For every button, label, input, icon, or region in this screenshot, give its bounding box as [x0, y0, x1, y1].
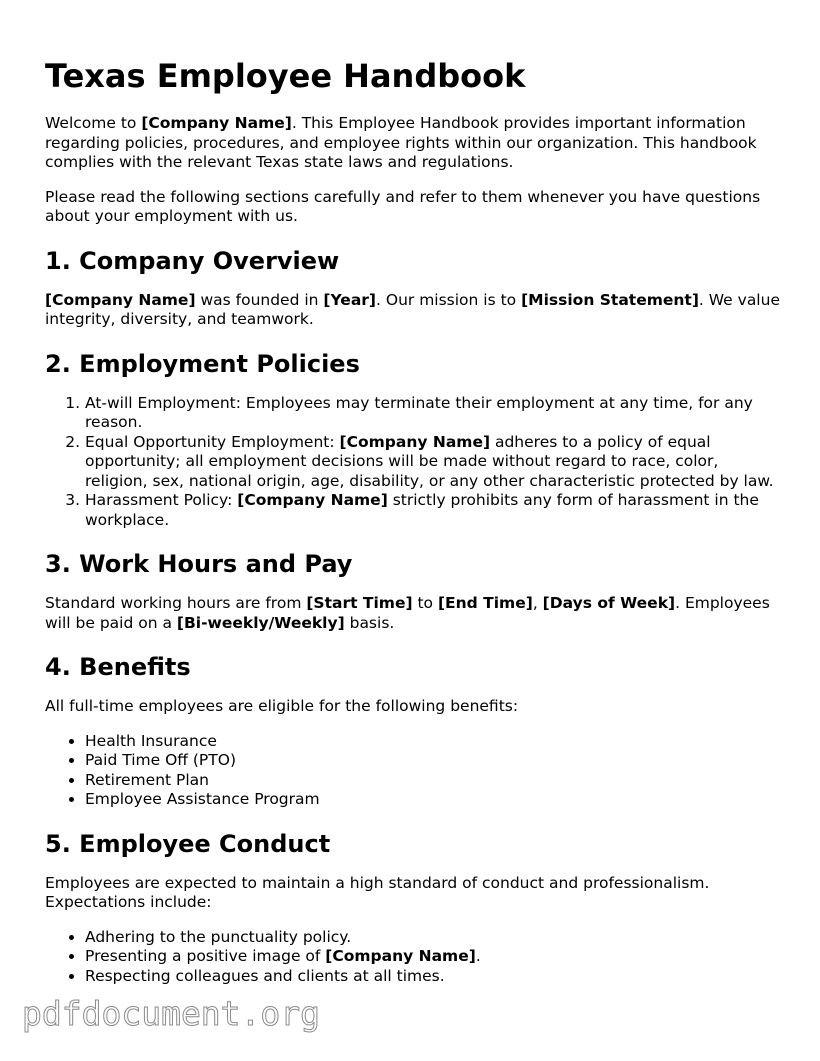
- section-heading-company-overview: 1. Company Overview: [45, 246, 340, 275]
- intro-instructions: Please read the following sections carefully and refer to them whenever you have questions about your employment with us.: [45, 187, 761, 225]
- company-name-placeholder: [Company Name]: [237, 491, 388, 509]
- list-item: 1. At-will Employment: Employees may terminate their employment at any time, for any reason.: [85, 394, 785, 433]
- conduct-intro: Employees are expected to maintain a high standard of conduct and professionalism. Expectations include:: [45, 873, 710, 911]
- benefits-list: [45, 732, 785, 810]
- section-heading-benefits: 4. Benefits: [45, 653, 191, 681]
- company-overview-paragraph: [Company Name] was founded in [Year]. Our mission is to [Mission Statement]. We value integrity, diversity, and teamwork.: [45, 290, 780, 328]
- list-item: • Adhering to the punctuality policy.: [85, 928, 785, 948]
- section-heading-employment-policies: 2. Employment Policies: [45, 349, 360, 378]
- list-item: 3. Harassment Policy: [Company Name] strictly prohibits any form of harassment in the workplace.: [85, 491, 785, 530]
- intro-paragraph: Welcome to [Company Name]. This Employee Handbook provides important information regarding policies, procedures, and employee rights within our organization. This handbook complies with the relevant Texas state laws and regulations.: [45, 114, 757, 171]
- employment-policies-list: [45, 394, 785, 531]
- company-name-placeholder: [Company Name]: [339, 432, 491, 451]
- list-item: • Presenting a positive image of [Company Name].: [85, 947, 785, 967]
- company-name-placeholder: [Company Name]: [325, 947, 476, 965]
- conduct-list: [45, 928, 785, 987]
- mission-placeholder: [Mission Statement]: [521, 290, 699, 309]
- list-item: • Paid Time Off (PTO): [85, 751, 785, 771]
- company-name-placeholder: [Company Name]: [141, 114, 292, 132]
- list-item: • Retirement Plan: [85, 771, 785, 791]
- days-placeholder: [Days of Week]: [542, 594, 676, 612]
- section-heading-work-hours: 3. Work Hours and Pay: [45, 550, 353, 578]
- year-placeholder: [Year]: [323, 290, 377, 309]
- list-item: • Respecting colleagues and clients at all times.: [85, 967, 785, 987]
- end-time-placeholder: [End Time]: [437, 594, 533, 612]
- list-item: • Health Insurance: [85, 732, 785, 752]
- work-hours-paragraph: Standard working hours are from [Start Time] to [End Time], [Days of Week]. Employees will be paid on a [Bi-weekly/Weekly] basis.: [45, 594, 770, 632]
- start-time-placeholder: [Start Time]: [306, 594, 413, 612]
- company-name-placeholder: [Company Name]: [45, 290, 196, 309]
- list-item: 2. Equal Opportunity Employment: [Company Name] adheres to a policy of equal opportunity; all employment decisions will be made without regard to race, color, religion, sex, national origin, age, disability, or any other characteristic protected by law.: [85, 433, 785, 492]
- pay-frequency-placeholder: [Bi-weekly/Weekly]: [176, 613, 345, 632]
- document-page: [45, 52, 785, 1001]
- document-title: Texas Employee Handbook: [45, 57, 526, 95]
- section-heading-employee-conduct: 5. Employee Conduct: [45, 829, 331, 858]
- watermark: pdfdocument.org: [22, 994, 321, 1033]
- list-item: • Employee Assistance Program: [85, 790, 785, 810]
- benefits-intro: All full-time employees are eligible for the following benefits:: [45, 697, 519, 715]
